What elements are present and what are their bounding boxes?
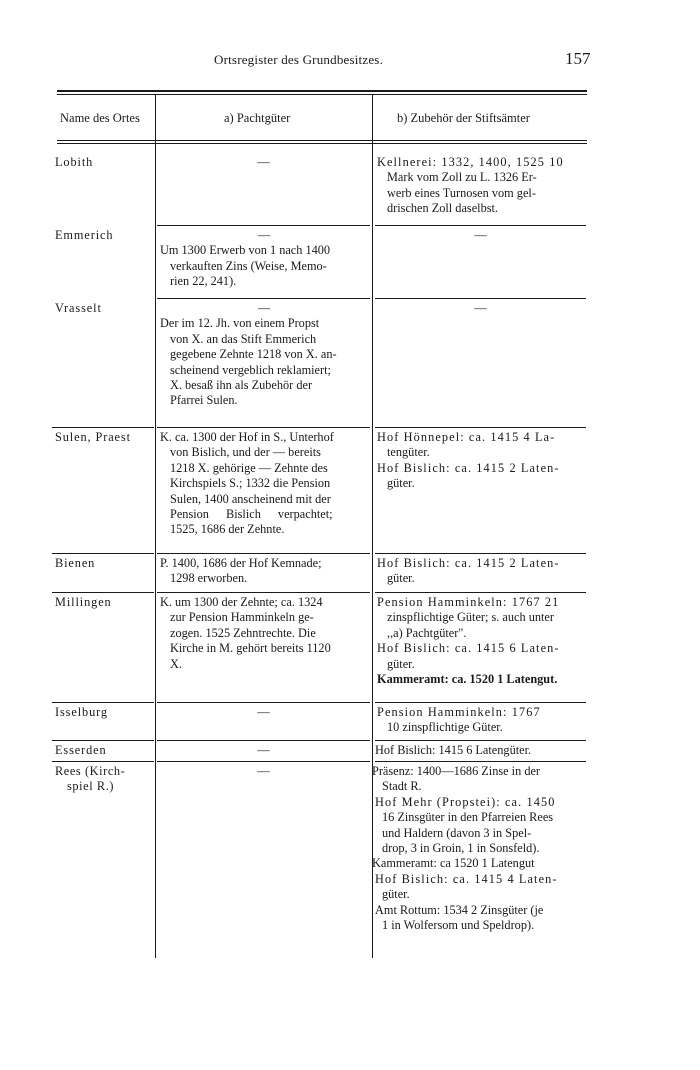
pachtgueter-cell (160, 301, 368, 409)
pachtgueter-cell (160, 228, 368, 290)
zubehoer-line: Hof Bislich: ca. 1415 6 Laten- (377, 641, 560, 656)
running-head: Ortsregister des Grundbesitzes. (214, 52, 384, 67)
pachtgueter-line: X. (170, 656, 182, 671)
pachtgueter-dash: — (257, 705, 270, 719)
table-top-rule-thin (57, 94, 587, 95)
pachtgueter-dash: — (257, 155, 270, 169)
row-separator-a (157, 427, 370, 428)
header-pachtgueter: a) Pachtgüter (224, 111, 291, 125)
place-name: Esserden (55, 743, 107, 757)
zubehoer-line: Hof Bislich: ca. 1415 2 Laten- (377, 460, 560, 475)
row-separator-a (157, 761, 370, 762)
header-name-des-ortes: Name des Ortes (60, 111, 140, 125)
zubehoer-dash: — (474, 228, 487, 242)
zubehoer-line: Kellnerei: 1332, 1400, 1525 10 (377, 155, 564, 169)
zubehoer-line: drop, 3 in Groin, 1 in Sonsfeld). (382, 841, 540, 856)
row-separator-a (157, 740, 370, 741)
row-separator-name (52, 761, 154, 762)
zubehoer-cell (375, 743, 585, 758)
row-separator-b (375, 427, 586, 428)
pachtgueter-cell (160, 595, 368, 672)
row-separator-b (375, 761, 586, 762)
pachtgueter-line: Pfarrei Sulen. (170, 393, 238, 408)
zubehoer-line: Stadt R. (382, 779, 422, 794)
zubehoer-line: güter. (382, 887, 410, 902)
row-separator-name (52, 553, 154, 554)
pachtgueter-line: gegebene Zehnte 1218 von X. an- (170, 347, 337, 362)
zubehoer-line: Hof Mehr (Propstei): ca. 1450 (375, 794, 556, 809)
pachtgueter-cell (160, 430, 368, 538)
pachtgueter-line: K. um 1300 der Zehnte; ca. 1324 (160, 595, 323, 609)
row-separator-a (157, 553, 370, 554)
row-separator-b (375, 225, 586, 226)
row-separator-name (52, 702, 154, 703)
zubehoer-line: drischen Zoll daselbst. (387, 201, 498, 216)
place-name: Sulen, Praest (55, 430, 131, 444)
zubehoer-line: Pension Hamminkeln: 1767 (377, 705, 541, 719)
zubehoer-cell (377, 705, 585, 736)
pachtgueter-line: Sulen, 1400 anscheinend mit der (170, 491, 331, 506)
place-name: Emmerich (55, 228, 114, 242)
pachtgueter-line: Pension Bislich verpachtet; (170, 507, 333, 522)
place-name-cell (55, 764, 151, 795)
row-separator-a (157, 225, 370, 226)
zubehoer-line: Hof Bislich: ca. 1415 2 Laten- (377, 556, 560, 570)
pachtgueter-line: von X. an das Stift Emmerich (170, 331, 317, 346)
zubehoer-line: Hof Bislich: 1415 6 Latengüter. (375, 743, 532, 757)
pachtgueter-line: X. besaß ihn als Zubehör der (170, 378, 313, 393)
zubehoer-line: Mark vom Zoll zu L. 1326 Er- (387, 170, 537, 185)
place-name: Vrasselt (55, 301, 102, 315)
row-separator-b (375, 553, 586, 554)
header-bottom-rule (57, 140, 587, 141)
pachtgueter-line: K. ca. 1300 der Hof in S., Unterhof (160, 430, 334, 444)
zubehoer-line: Pension Hamminkeln: 1767 21 (377, 595, 560, 609)
zubehoer-cell (377, 556, 585, 587)
header-zubehoer: b) Zubehör der Stiftsämter (397, 111, 530, 125)
place-name: Bienen (55, 556, 96, 570)
pachtgueter-line: Kirche in M. gehört bereits 1120 (170, 641, 331, 656)
pachtgueter-line: Um 1300 Erwerb von 1 nach 1400 (160, 243, 331, 258)
zubehoer-line: ,,a) Pachtgüter". (387, 625, 467, 640)
row-separator-name (52, 740, 154, 741)
pachtgueter-dash: — (257, 228, 271, 242)
pachtgueter-line: 1218 X. gehörige — Zehnte des (170, 460, 328, 475)
zubehoer-line: Präsenz: 1400—1686 Zinse in der (372, 764, 541, 778)
row-separator-a (157, 702, 370, 703)
row-separator-a (157, 592, 370, 593)
zubehoer-line: güter. (387, 571, 415, 586)
zubehoer-line: güter. (387, 656, 415, 671)
place-name: Rees (Kirch- spiel R.) (55, 764, 126, 794)
zubehoer-line: 16 Zinsgüter in den Pfarreien Rees (382, 810, 554, 825)
row-separator-name (52, 427, 154, 428)
zubehoer-cell (372, 764, 586, 933)
place-name: Isselburg (55, 705, 108, 719)
pachtgueter-line: 1525, 1686 der Zehnte. (170, 522, 285, 537)
zubehoer-line: werb eines Turnosen vom gel- (387, 185, 536, 200)
pachtgueter-line: verkauften Zins (Weise, Memo- (170, 258, 327, 273)
zubehoer-line: zinspflichtige Güter; s. auch unter (387, 610, 554, 625)
row-separator-a (157, 298, 370, 299)
pachtgueter-line: von Bislich, und der — bereits (170, 445, 321, 460)
place-name: Millingen (55, 595, 112, 609)
pachtgueter-dash: — (257, 764, 270, 778)
zubehoer-dash: — (474, 301, 487, 315)
zubehoer-cell (377, 155, 585, 217)
row-separator-b (375, 298, 586, 299)
header-bottom-rule-thin (57, 143, 587, 144)
zubehoer-line: Hof Hönnepel: ca. 1415 4 La- (377, 430, 556, 444)
row-separator-b (375, 702, 586, 703)
row-separator-b (375, 592, 586, 593)
pachtgueter-dash: — (257, 743, 270, 757)
zubehoer-line: Hof Bislich: ca. 1415 4 Laten- (375, 871, 558, 886)
zubehoer-line: Kammeramt: ca. 1520 1 Latengut. (377, 672, 558, 687)
zubehoer-line: güter. (387, 476, 415, 491)
row-separator-name (52, 592, 154, 593)
page-number: 157 (565, 49, 591, 68)
pachtgueter-line: P. 1400, 1686 der Hof Kemnade; (160, 556, 322, 570)
zubehoer-line: Amt Rottum: 1534 2 Zinsgüter (je (375, 902, 544, 917)
column-divider-1 (155, 95, 156, 958)
pachtgueter-dash: — (257, 301, 271, 315)
pachtgueter-line: zogen. 1525 Zehntrechte. Die (170, 625, 316, 640)
pachtgueter-line: Der im 12. Jh. von einem Propst (160, 316, 320, 331)
row-separator-b (375, 740, 586, 741)
table-top-rule (57, 90, 587, 92)
zubehoer-cell (377, 595, 585, 687)
zubehoer-line: Kammeramt: ca 1520 1 Latengut (372, 856, 535, 871)
zubehoer-line: tengüter. (387, 445, 430, 460)
place-name: Lobith (55, 155, 94, 169)
pachtgueter-cell (160, 556, 368, 587)
zubehoer-line: 10 zinspflichtige Güter. (387, 720, 503, 735)
zubehoer-cell (377, 430, 585, 492)
pachtgueter-line: scheinend vergeblich reklamiert; (170, 362, 331, 377)
zubehoer-line: 1 in Wolfersom und Speldrop). (382, 918, 535, 933)
zubehoer-line: und Haldern (davon 3 in Spel- (382, 825, 532, 840)
pachtgueter-line: rien 22, 241). (170, 274, 237, 289)
pachtgueter-line: 1298 erworben. (170, 571, 248, 586)
pachtgueter-line: Kirchspiels S.; 1332 die Pension (170, 476, 331, 491)
pachtgueter-line: zur Pension Hamminkeln ge- (170, 610, 314, 625)
